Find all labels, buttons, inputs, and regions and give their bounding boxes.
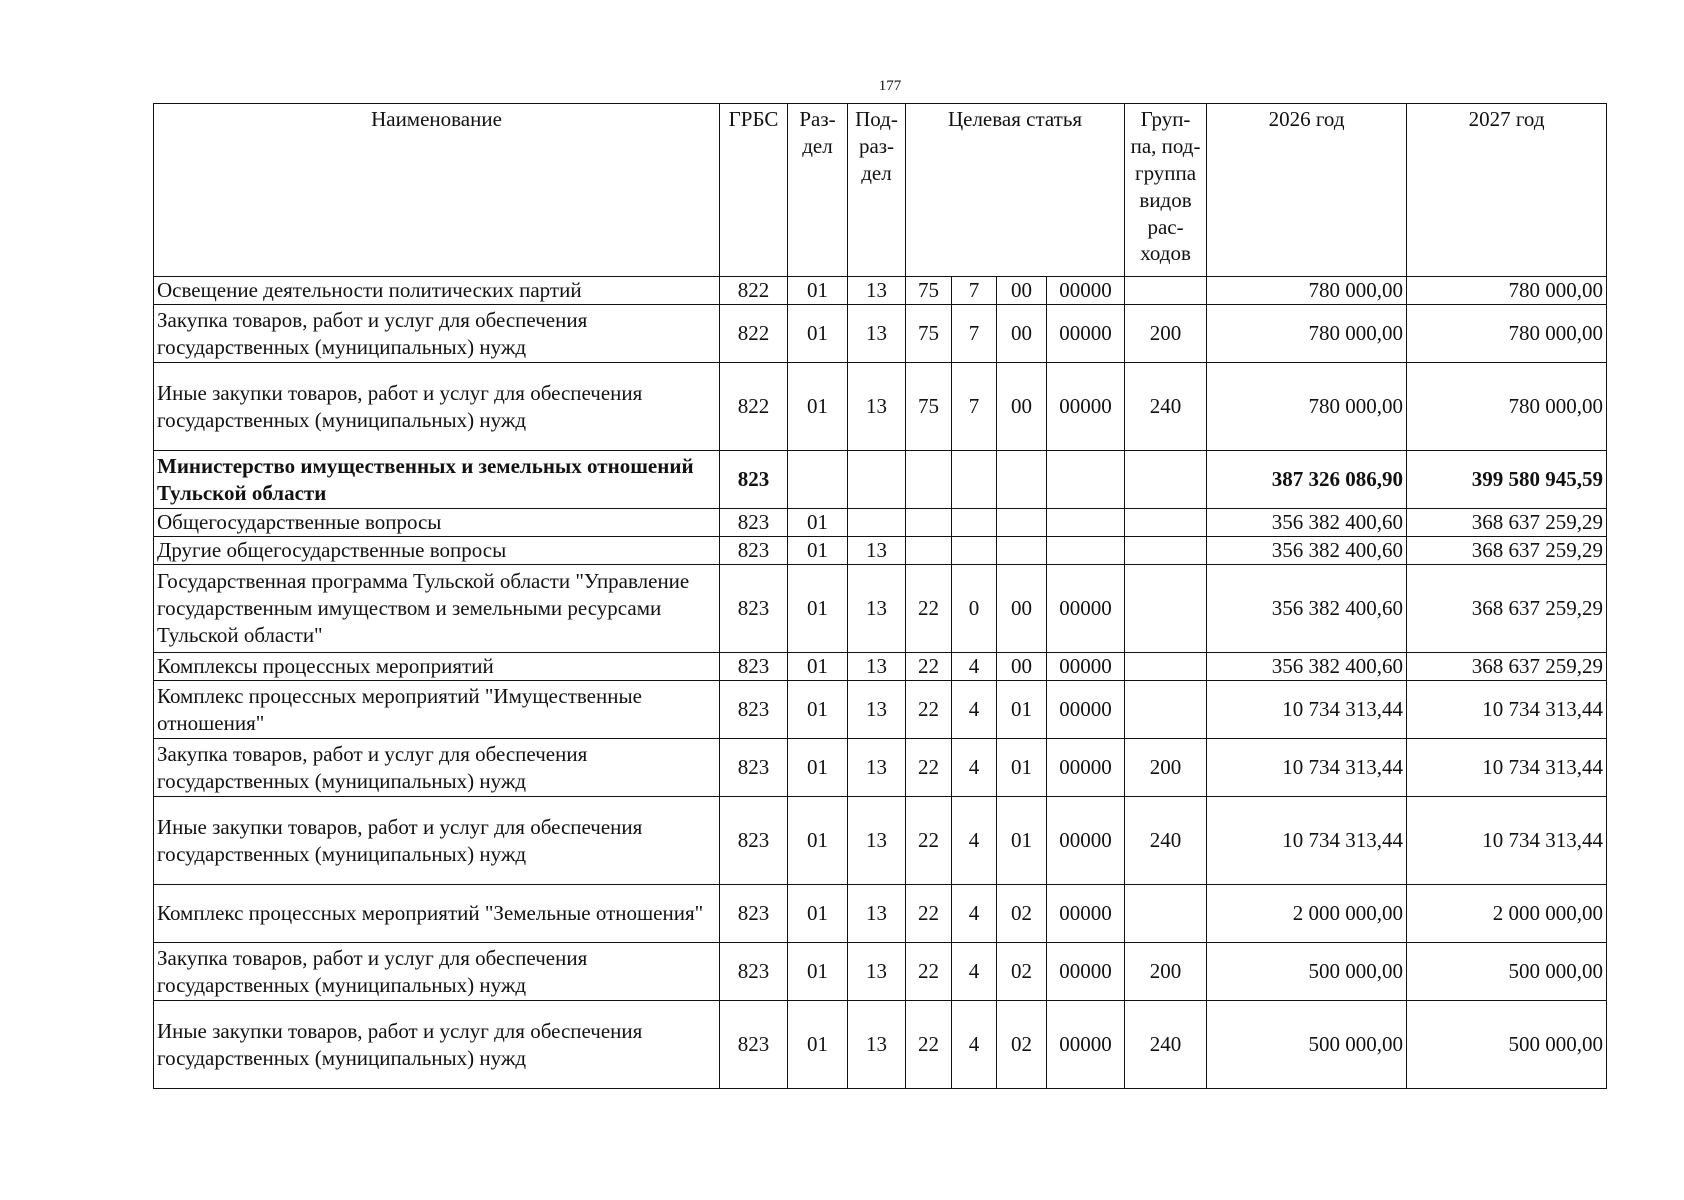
row-target-type: 7 bbox=[952, 277, 997, 305]
row-target-type bbox=[952, 451, 997, 509]
row-target-type: 4 bbox=[952, 1001, 997, 1089]
row-razdel bbox=[788, 451, 848, 509]
row-expense-group: 200 bbox=[1125, 739, 1207, 797]
row-target-type: 4 bbox=[952, 681, 997, 739]
row-amount-2026: 780 000,00 bbox=[1207, 277, 1407, 305]
row-target-program: 22 bbox=[906, 653, 952, 681]
table-row bbox=[154, 451, 1607, 509]
row-razdel: 01 bbox=[788, 885, 848, 943]
table-row bbox=[154, 509, 1607, 537]
row-target-event bbox=[997, 451, 1047, 509]
row-razdel: 01 bbox=[788, 509, 848, 537]
row-podrazdel: 13 bbox=[848, 1001, 906, 1089]
row-expense-group bbox=[1125, 681, 1207, 739]
row-target-type: 4 bbox=[952, 797, 997, 885]
row-expense-group: 200 bbox=[1125, 943, 1207, 1001]
row-amount-2026: 500 000,00 bbox=[1207, 943, 1407, 1001]
row-grbs: 823 bbox=[720, 943, 788, 1001]
row-target-type bbox=[952, 537, 997, 565]
row-target-program: 22 bbox=[906, 681, 952, 739]
row-grbs: 823 bbox=[720, 681, 788, 739]
row-target-event: 00 bbox=[997, 565, 1047, 653]
row-razdel: 01 bbox=[788, 681, 848, 739]
row-name: Иные закупки товаров, работ и услуг для обеспечения государственных (муниципальных) нужд bbox=[154, 797, 720, 885]
row-podrazdel: 13 bbox=[848, 305, 906, 363]
row-razdel: 01 bbox=[788, 537, 848, 565]
row-target-direction: 00000 bbox=[1047, 565, 1125, 653]
header-razdel: Раз- дел bbox=[788, 104, 848, 277]
row-amount-2026: 356 382 400,60 bbox=[1207, 565, 1407, 653]
row-target-program: 22 bbox=[906, 797, 952, 885]
row-amount-2027: 10 734 313,44 bbox=[1407, 681, 1607, 739]
row-grbs: 822 bbox=[720, 363, 788, 451]
row-target-program bbox=[906, 451, 952, 509]
row-target-event bbox=[997, 537, 1047, 565]
row-amount-2026: 356 382 400,60 bbox=[1207, 653, 1407, 681]
row-expense-group bbox=[1125, 537, 1207, 565]
header-2026: 2026 год bbox=[1207, 104, 1407, 277]
row-name: Другие общегосударственные вопросы bbox=[154, 537, 720, 565]
row-podrazdel: 13 bbox=[848, 943, 906, 1001]
row-target-event: 01 bbox=[997, 797, 1047, 885]
row-target-program: 75 bbox=[906, 277, 952, 305]
row-podrazdel bbox=[848, 509, 906, 537]
row-razdel: 01 bbox=[788, 797, 848, 885]
row-target-type: 7 bbox=[952, 305, 997, 363]
row-name: Закупка товаров, работ и услуг для обеспечения государственных (муниципальных) нужд bbox=[154, 943, 720, 1001]
row-target-direction: 00000 bbox=[1047, 797, 1125, 885]
header-2027: 2027 год bbox=[1407, 104, 1607, 277]
row-target-event: 00 bbox=[997, 305, 1047, 363]
budget-table bbox=[153, 103, 1607, 1089]
row-target-direction bbox=[1047, 509, 1125, 537]
row-podrazdel: 13 bbox=[848, 739, 906, 797]
row-amount-2027: 10 734 313,44 bbox=[1407, 797, 1607, 885]
row-expense-group: 240 bbox=[1125, 363, 1207, 451]
row-podrazdel: 13 bbox=[848, 681, 906, 739]
row-razdel: 01 bbox=[788, 565, 848, 653]
row-amount-2026: 2 000 000,00 bbox=[1207, 885, 1407, 943]
row-razdel: 01 bbox=[788, 943, 848, 1001]
table-row bbox=[154, 277, 1607, 305]
row-expense-group bbox=[1125, 565, 1207, 653]
row-grbs: 823 bbox=[720, 451, 788, 509]
row-target-program: 22 bbox=[906, 1001, 952, 1089]
row-target-program: 22 bbox=[906, 943, 952, 1001]
row-amount-2026: 500 000,00 bbox=[1207, 1001, 1407, 1089]
row-target-direction: 00000 bbox=[1047, 363, 1125, 451]
row-name: Комплекс процессных мероприятий "Земельные отношения" bbox=[154, 885, 720, 943]
row-target-event bbox=[997, 509, 1047, 537]
table-row bbox=[154, 1001, 1607, 1089]
row-target-program: 22 bbox=[906, 739, 952, 797]
row-amount-2027: 780 000,00 bbox=[1407, 305, 1607, 363]
row-amount-2026: 780 000,00 bbox=[1207, 363, 1407, 451]
row-target-event: 02 bbox=[997, 885, 1047, 943]
row-name: Освещение деятельности политических партий bbox=[154, 277, 720, 305]
row-name: Комплекс процессных мероприятий "Имущественные отношения" bbox=[154, 681, 720, 739]
row-target-event: 01 bbox=[997, 739, 1047, 797]
row-target-event: 00 bbox=[997, 277, 1047, 305]
row-name: Комплексы процессных мероприятий bbox=[154, 653, 720, 681]
row-podrazdel: 13 bbox=[848, 363, 906, 451]
row-name: Закупка товаров, работ и услуг для обеспечения государственных (муниципальных) нужд bbox=[154, 305, 720, 363]
row-amount-2026: 10 734 313,44 bbox=[1207, 739, 1407, 797]
row-expense-group: 240 bbox=[1125, 1001, 1207, 1089]
row-target-program: 22 bbox=[906, 565, 952, 653]
header-podrazdel: Под- раз- дел bbox=[848, 104, 906, 277]
row-podrazdel: 13 bbox=[848, 537, 906, 565]
header-grbs: ГРБС bbox=[720, 104, 788, 277]
row-target-direction: 00000 bbox=[1047, 305, 1125, 363]
table-row bbox=[154, 885, 1607, 943]
row-target-program bbox=[906, 537, 952, 565]
row-grbs: 823 bbox=[720, 739, 788, 797]
row-target-type: 4 bbox=[952, 885, 997, 943]
row-target-direction: 00000 bbox=[1047, 739, 1125, 797]
table-row bbox=[154, 739, 1607, 797]
row-podrazdel bbox=[848, 451, 906, 509]
row-target-program bbox=[906, 509, 952, 537]
row-amount-2027: 368 637 259,29 bbox=[1407, 565, 1607, 653]
table-row bbox=[154, 565, 1607, 653]
row-grbs: 823 bbox=[720, 537, 788, 565]
row-grbs: 823 bbox=[720, 509, 788, 537]
row-amount-2027: 368 637 259,29 bbox=[1407, 537, 1607, 565]
row-name: Государственная программа Тульской области "Управление государственным имуществом и земельными ресурсами Тульской области" bbox=[154, 565, 720, 653]
row-amount-2026: 780 000,00 bbox=[1207, 305, 1407, 363]
row-name: Закупка товаров, работ и услуг для обеспечения государственных (муниципальных) нужд bbox=[154, 739, 720, 797]
row-target-event: 01 bbox=[997, 681, 1047, 739]
row-target-direction: 00000 bbox=[1047, 681, 1125, 739]
row-razdel: 01 bbox=[788, 653, 848, 681]
row-name: Министерство имущественных и земельных отношений Тульской области bbox=[154, 451, 720, 509]
row-grbs: 822 bbox=[720, 305, 788, 363]
row-name: Иные закупки товаров, работ и услуг для обеспечения государственных (муниципальных) нужд bbox=[154, 1001, 720, 1089]
row-razdel: 01 bbox=[788, 739, 848, 797]
row-target-type bbox=[952, 509, 997, 537]
row-grbs: 823 bbox=[720, 885, 788, 943]
row-amount-2027: 10 734 313,44 bbox=[1407, 739, 1607, 797]
row-razdel: 01 bbox=[788, 277, 848, 305]
row-expense-group bbox=[1125, 653, 1207, 681]
header-name: Наименование bbox=[154, 104, 720, 277]
table-row bbox=[154, 363, 1607, 451]
row-name: Общегосударственные вопросы bbox=[154, 509, 720, 537]
row-target-event: 02 bbox=[997, 943, 1047, 1001]
row-grbs: 823 bbox=[720, 653, 788, 681]
row-amount-2027: 500 000,00 bbox=[1407, 943, 1607, 1001]
row-expense-group bbox=[1125, 509, 1207, 537]
row-target-type: 0 bbox=[952, 565, 997, 653]
row-podrazdel: 13 bbox=[848, 653, 906, 681]
page-number: 177 bbox=[878, 78, 902, 94]
row-target-direction bbox=[1047, 537, 1125, 565]
header-target-article: Целевая статья bbox=[906, 104, 1125, 277]
row-target-direction: 00000 bbox=[1047, 1001, 1125, 1089]
row-grbs: 822 bbox=[720, 277, 788, 305]
row-amount-2027: 2 000 000,00 bbox=[1407, 885, 1607, 943]
row-target-program: 75 bbox=[906, 305, 952, 363]
row-target-program: 75 bbox=[906, 363, 952, 451]
row-grbs: 823 bbox=[720, 565, 788, 653]
row-podrazdel: 13 bbox=[848, 885, 906, 943]
row-razdel: 01 bbox=[788, 363, 848, 451]
row-target-direction: 00000 bbox=[1047, 653, 1125, 681]
row-expense-group bbox=[1125, 451, 1207, 509]
row-target-program: 22 bbox=[906, 885, 952, 943]
row-amount-2026: 387 326 086,90 bbox=[1207, 451, 1407, 509]
row-podrazdel: 13 bbox=[848, 565, 906, 653]
row-amount-2026: 356 382 400,60 bbox=[1207, 509, 1407, 537]
row-target-type: 4 bbox=[952, 943, 997, 1001]
row-amount-2027: 500 000,00 bbox=[1407, 1001, 1607, 1089]
row-target-direction: 00000 bbox=[1047, 943, 1125, 1001]
row-grbs: 823 bbox=[720, 797, 788, 885]
table-row bbox=[154, 797, 1607, 885]
row-amount-2027: 368 637 259,29 bbox=[1407, 653, 1607, 681]
row-target-direction: 00000 bbox=[1047, 277, 1125, 305]
row-target-direction: 00000 bbox=[1047, 885, 1125, 943]
row-name: Иные закупки товаров, работ и услуг для обеспечения государственных (муниципальных) нужд bbox=[154, 363, 720, 451]
row-amount-2026: 10 734 313,44 bbox=[1207, 797, 1407, 885]
row-target-event: 00 bbox=[997, 653, 1047, 681]
row-amount-2027: 399 580 945,59 bbox=[1407, 451, 1607, 509]
row-target-type: 4 bbox=[952, 739, 997, 797]
table-row bbox=[154, 943, 1607, 1001]
row-razdel: 01 bbox=[788, 1001, 848, 1089]
row-expense-group bbox=[1125, 885, 1207, 943]
table-row bbox=[154, 305, 1607, 363]
row-podrazdel: 13 bbox=[848, 277, 906, 305]
row-target-type: 4 bbox=[952, 653, 997, 681]
row-amount-2027: 368 637 259,29 bbox=[1407, 509, 1607, 537]
header-expense-group: Груп- па, под- группа видов рас- ходов bbox=[1125, 104, 1207, 277]
row-expense-group bbox=[1125, 277, 1207, 305]
row-podrazdel: 13 bbox=[848, 797, 906, 885]
row-grbs: 823 bbox=[720, 1001, 788, 1089]
row-amount-2027: 780 000,00 bbox=[1407, 277, 1607, 305]
table-row bbox=[154, 653, 1607, 681]
row-target-direction bbox=[1047, 451, 1125, 509]
row-target-event: 02 bbox=[997, 1001, 1047, 1089]
table-header-row bbox=[154, 104, 1607, 277]
row-amount-2026: 10 734 313,44 bbox=[1207, 681, 1407, 739]
table-row bbox=[154, 537, 1607, 565]
row-razdel: 01 bbox=[788, 305, 848, 363]
row-amount-2027: 780 000,00 bbox=[1407, 363, 1607, 451]
row-target-event: 00 bbox=[997, 363, 1047, 451]
row-expense-group: 200 bbox=[1125, 305, 1207, 363]
table-body bbox=[154, 277, 1607, 1089]
row-expense-group: 240 bbox=[1125, 797, 1207, 885]
table-row bbox=[154, 681, 1607, 739]
row-amount-2026: 356 382 400,60 bbox=[1207, 537, 1407, 565]
row-target-type: 7 bbox=[952, 363, 997, 451]
